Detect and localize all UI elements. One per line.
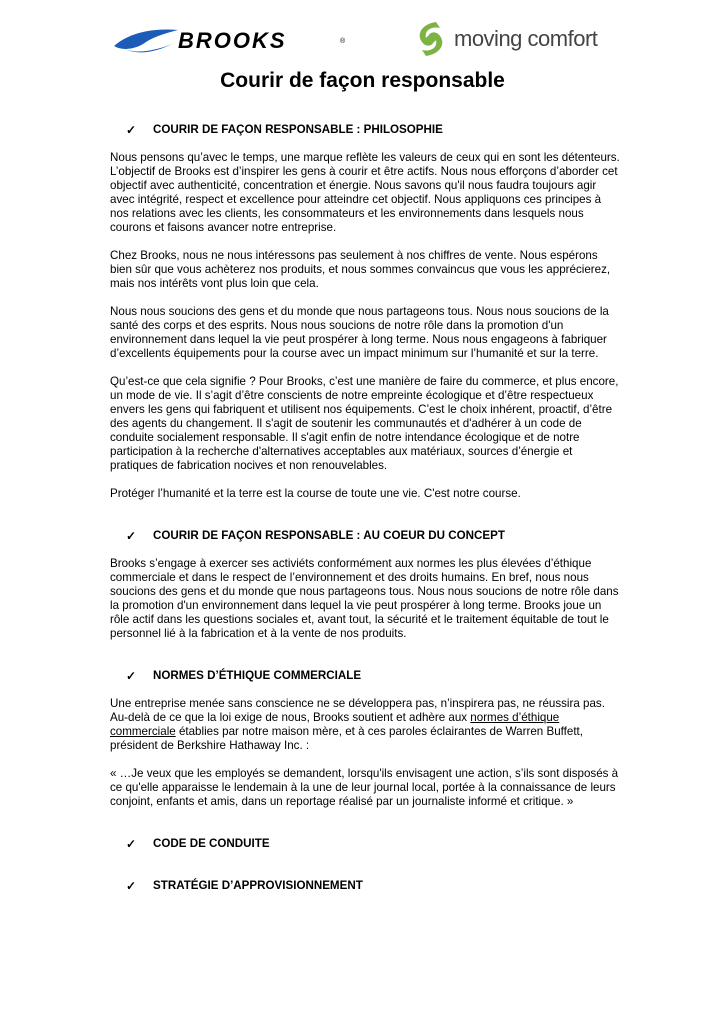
section-heading-strategie-approvisionnement <box>110 879 620 893</box>
paragraph: Nous nous soucions des gens et du monde que nous partageons tous. Nous nous soucions de la santé des corps et des esprits. Nous nous soucions de notre rôle dans la promotion d'un environnement dans lequel la vie peut prospérer à long terme. Nous nous engageons à fabriquer d’excellents équipements pour la course avec un impact minimum sur l’humanité et sur la terre. <box>110 305 609 360</box>
section-heading-philosophie <box>110 123 620 137</box>
quote-paragraph: « …Je veux que les employés se demandent, lorsqu'ils envisagent une action, s’ils sont disposés à ce qu'elle apparaisse le lendemain à la une de leur journal local, portée à la connaissance de leurs conjoint, enfants et amis, dans un reportage réalisé par un journaliste informé et critique. » <box>110 767 619 808</box>
paragraph: Qu’est-ce que cela signifie ? Pour Brooks, c’est une manière de faire du commerce, et plus encore, un mode de vie. Il s’agit d’être conscients de notre empreinte écologique et d’être respectueux envers les gens qui fabriquent et utilisent nos équipements. C’est le choix inhérent, proactif, d’être des agents du changement. Il s'agit de soutenir les communautés et d'adhérer à un code de conduite socialement responsable. Il s'agit enfin de notre intendance écologique et de notre participation à la recherche d'alternatives acceptables aux matériaux, sources d’énergie et pratiques de fabrication nocives et non renouvelables. <box>110 375 619 472</box>
section-heading-text: STRATÉGIE D’APPROVISIONNEMENT <box>153 879 363 892</box>
moving-comfort-swirl-icon <box>414 20 448 58</box>
paragraph <box>110 697 620 753</box>
brooks-logo <box>112 26 352 58</box>
brooks-swoosh-icon <box>112 26 182 56</box>
paragraph-text: établies par notre maison mère, et à ces paroles éclairantes de Warren Buffett, président de Berkshire Hathaway Inc. : <box>110 725 583 752</box>
paragraph-text: Une entreprise menée sans conscience ne se développera pas, n’inspirera pas, ne réussira pas. Au-delà de ce que la loi exige de nous, Brooks soutient et adhère aux <box>110 697 605 724</box>
checkmark-icon: ✓ <box>126 879 137 893</box>
registered-mark: ® <box>340 38 346 45</box>
normes-ethique-link[interactable]: normes d’éthique commerciale <box>110 711 560 738</box>
section-heading-text: COURIR DE FAÇON RESPONSABLE : AU COEUR DU CONCEPT <box>153 529 505 542</box>
brooks-wordmark: BROOKS <box>178 28 287 53</box>
paragraph: Nous pensons qu’avec le temps, une marque reflète les valeurs de ceux qui en sont les détenteurs. L’objectif de Brooks est d’inspirer les gens à courir et être actifs. Nous nous efforçons d’aborder cet objectif avec authenticité, concentration et énergie. Nous savons qu'il nous faudra toujours agir avec intégrité, respect et excellence pour atteindre cet objectif. Nous appliquons ces principes à nos relations avec les clients, les consommateurs et les environnements dans lesquels nous courons et faisons avancer notre entreprise. <box>110 151 620 234</box>
paragraph: Protéger l’humanité et la terre est la course de toute une vie. C'est notre course. <box>110 487 521 500</box>
document-body <box>110 123 620 893</box>
checkmark-icon: ✓ <box>126 669 137 683</box>
section-heading-coeur-du-concept <box>110 529 620 543</box>
section-heading-text: NORMES D’ÉTHIQUE COMMERCIALE <box>153 669 362 682</box>
section-heading-text: CODE DE CONDUITE <box>153 837 270 850</box>
moving-comfort-logo <box>414 18 614 58</box>
moving-comfort-wordmark: moving comfort <box>454 26 598 51</box>
section-heading-code-de-conduite <box>110 837 620 851</box>
checkmark-icon: ✓ <box>126 529 137 543</box>
paragraph: Brooks s’engage à exercer ses activiéts conformément aux normes les plus élevées d’éthique commerciale et dans le respect de l’environnement et des droits humains. En bref, nous nous soucions des gens et du monde que nous partageons tous. Nous nous soucions de notre rôle dans la promotion d'un environnement dans lequel la vie peut prospérer à long terme. Brooks joue un rôle actif dans les questions sociales et, avant tout, la sécurité et le traitement équitable de tout le personnel lié à la fabrication et à la vente de nos produits. <box>110 557 619 640</box>
paragraph: Chez Brooks, nous ne nous intéressons pas seulement à nos chiffres de vente. Nous espérons bien sûr que vous achèterez nos produits, et nous sommes convaincus que vous les apprécierez, mais nos intérêts vont plus loin que cela. <box>110 249 611 290</box>
section-heading-normes-ethique <box>110 669 620 683</box>
section-heading-text: COURIR DE FAÇON RESPONSABLE : PHILOSOPHIE <box>153 123 443 136</box>
checkmark-icon: ✓ <box>126 123 137 137</box>
page-header <box>0 0 725 70</box>
page-title: Courir de façon responsable <box>220 69 505 92</box>
checkmark-icon: ✓ <box>126 837 137 851</box>
